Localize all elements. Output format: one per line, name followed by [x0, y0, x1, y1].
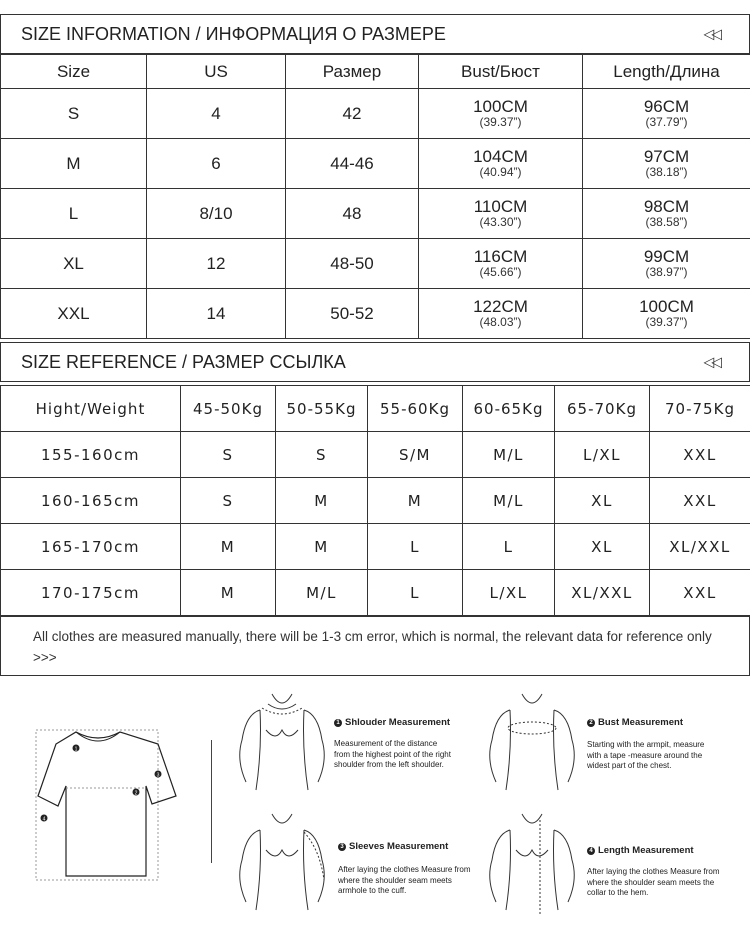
- bust-measurement-title: 2 Bust Measurement: [587, 717, 683, 728]
- table-row: [1, 239, 750, 289]
- tshirt-marker: [41, 815, 48, 823]
- tshirt-marker: [73, 745, 80, 753]
- bust-in: (40.94”): [479, 165, 522, 180]
- size-cell: M/L: [463, 432, 555, 478]
- size-cell: M: [1, 139, 147, 189]
- measurement-note: All clothes are measured manually, there will be 1-3 cm error, which is normal, the relevant data for reference only >>>: [0, 616, 750, 676]
- size-cell: XL/XXL: [650, 524, 750, 570]
- length-cm: 99CM: [643, 247, 690, 267]
- col-header: 60-65Kg: [463, 386, 555, 432]
- body-silhouette-icon: [232, 810, 332, 920]
- length-cell: [583, 239, 750, 289]
- col-header: 45-50Kg: [181, 386, 276, 432]
- svg-text:4: 4: [42, 816, 46, 823]
- col-header: 55-60Kg: [368, 386, 463, 432]
- size-cell: XXL: [650, 432, 750, 478]
- bust-in: (45.66”): [479, 265, 522, 280]
- us-cell: 6: [147, 139, 286, 189]
- length-in: (38.58”): [645, 215, 688, 230]
- bust-in: (48.03”): [479, 315, 522, 330]
- tshirt-marker: [155, 771, 162, 779]
- size-cell: M: [181, 524, 276, 570]
- bust-cm: 110CM: [473, 197, 528, 217]
- tshirt-icon: [28, 726, 198, 886]
- col-header: Bust/Бюст: [419, 55, 583, 89]
- svg-text:1: 1: [74, 746, 78, 753]
- bust-measurement-desc: Starting with the armpit, measure with a tape -measure around the widest part of the chest.: [587, 740, 705, 770]
- col-header: Length/Длина: [583, 55, 750, 89]
- length-cell: [583, 139, 750, 189]
- sleeves-measurement-title: 3 Sleeves Measurement: [338, 841, 448, 852]
- col-header: Размер: [286, 55, 419, 89]
- ru-cell: 44-46: [286, 139, 419, 189]
- col-header: 65-70Kg: [555, 386, 650, 432]
- table-row: [1, 139, 750, 189]
- table-row: [1, 524, 750, 570]
- size-cell: M/L: [463, 478, 555, 524]
- bust-cell: [419, 139, 583, 189]
- sleeves-measurement-desc: After laying the clothes Measure from where the shoulder seam meets armhole to the cuff.: [338, 865, 471, 895]
- us-cell: 12: [147, 239, 286, 289]
- length-cm: 97CM: [643, 147, 690, 167]
- svg-text:2: 2: [134, 790, 138, 797]
- length-measurement-title: 4 Length Measurement: [587, 845, 694, 856]
- size-cell: M/L: [276, 570, 368, 616]
- us-cell: 14: [147, 289, 286, 339]
- bust-cell: [419, 189, 583, 239]
- ru-cell: 42: [286, 89, 419, 139]
- body-silhouette-icon: [232, 690, 332, 800]
- length-cm: 96CM: [643, 97, 690, 117]
- table-row: [1, 432, 750, 478]
- shoulder-measurement-title: 1 Shlouder Measurement: [334, 717, 450, 728]
- tshirt-marker: [133, 789, 140, 797]
- size-cell: M: [368, 478, 463, 524]
- height-cell: 170-175cm: [1, 570, 181, 616]
- size-cell: XL/XXL: [555, 570, 650, 616]
- height-cell: 160-165cm: [1, 478, 181, 524]
- size-ref-header: [0, 342, 750, 382]
- length-in: (37.79”): [645, 115, 688, 130]
- col-header: Hight/Weight: [1, 386, 181, 432]
- length-cell: [583, 189, 750, 239]
- ru-cell: 50-52: [286, 289, 419, 339]
- us-cell: 4: [147, 89, 286, 139]
- ru-cell: 48-50: [286, 239, 419, 289]
- length-cm: 98CM: [643, 197, 690, 217]
- size-info-header: [0, 14, 750, 54]
- bust-cell: [419, 289, 583, 339]
- collapse-arrows-icon[interactable]: ◁◁: [703, 25, 719, 42]
- bust-in: (39.37”): [479, 115, 522, 130]
- size-cell: L/XL: [463, 570, 555, 616]
- us-cell: 8/10: [147, 189, 286, 239]
- height-cell: 155-160cm: [1, 432, 181, 478]
- size-ref-table: [0, 385, 750, 616]
- length-in: (38.18”): [645, 165, 688, 180]
- size-cell: L: [1, 189, 147, 239]
- size-cell: M: [276, 524, 368, 570]
- body-silhouette-icon: [482, 690, 582, 800]
- measurement-guide: [0, 676, 750, 943]
- size-cell: L: [368, 570, 463, 616]
- size-cell: XXL: [650, 570, 750, 616]
- bust-cm: 122CM: [473, 297, 528, 317]
- length-cm: 100CM: [639, 297, 694, 317]
- bust-cm: 100CM: [473, 97, 528, 117]
- collapse-arrows-icon[interactable]: ◁◁: [703, 353, 719, 370]
- size-cell: XL: [555, 478, 650, 524]
- table-header-row: [1, 386, 750, 432]
- length-cell: [583, 89, 750, 139]
- size-cell: S: [276, 432, 368, 478]
- size-ref-title: SIZE REFERENCE / РАЗМЕР ССЫЛКА: [21, 351, 346, 372]
- bust-cell: [419, 239, 583, 289]
- col-header: US: [147, 55, 286, 89]
- bust-in: (43.30”): [479, 215, 522, 230]
- size-cell: S: [1, 89, 147, 139]
- bust-cm: 104CM: [473, 147, 528, 167]
- size-cell: S/M: [368, 432, 463, 478]
- table-row: [1, 89, 750, 139]
- table-row: [1, 478, 750, 524]
- height-cell: 165-170cm: [1, 524, 181, 570]
- divider: [211, 740, 212, 863]
- ru-cell: 48: [286, 189, 419, 239]
- size-cell: L: [368, 524, 463, 570]
- col-header: 70-75Kg: [650, 386, 750, 432]
- col-header: Size: [1, 55, 147, 89]
- size-info-title: SIZE INFORMATION / ИНФОРМАЦИЯ О РАЗМЕРЕ: [21, 23, 446, 44]
- size-cell: L: [463, 524, 555, 570]
- size-info-table: [0, 54, 750, 339]
- table-row: [1, 570, 750, 616]
- body-silhouette-icon: [482, 810, 582, 920]
- length-in: (39.37”): [645, 315, 688, 330]
- size-cell: XL: [1, 239, 147, 289]
- bust-cell: [419, 89, 583, 139]
- svg-text:3: 3: [156, 772, 160, 779]
- size-cell: S: [181, 432, 276, 478]
- length-measurement-desc: After laying the clothes Measure from where the shoulder seam meets the collar to the hem.: [587, 867, 720, 897]
- size-cell: XXL: [650, 478, 750, 524]
- bust-cm: 116CM: [473, 247, 528, 267]
- shoulder-measurement-desc: Measurement of the distance from the highest point of the right shoulder from the left shoulder.: [334, 739, 451, 769]
- length-in: (38.97”): [645, 265, 688, 280]
- size-cell: L/XL: [555, 432, 650, 478]
- col-header: 50-55Kg: [276, 386, 368, 432]
- table-row: [1, 189, 750, 239]
- size-cell: S: [181, 478, 276, 524]
- size-cell: XXL: [1, 289, 147, 339]
- size-cell: XL: [555, 524, 650, 570]
- size-cell: M: [181, 570, 276, 616]
- table-header-row: [1, 55, 750, 89]
- length-cell: [583, 289, 750, 339]
- size-cell: M: [276, 478, 368, 524]
- table-row: [1, 289, 750, 339]
